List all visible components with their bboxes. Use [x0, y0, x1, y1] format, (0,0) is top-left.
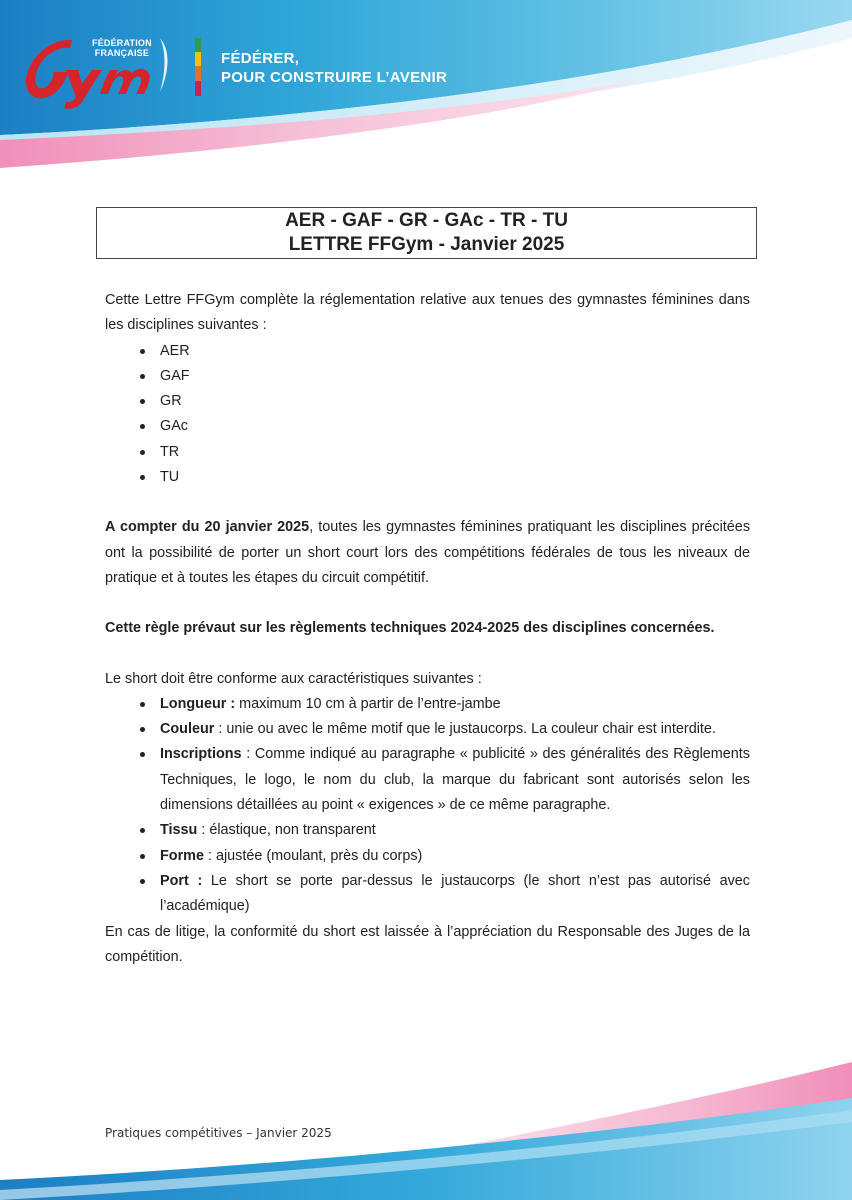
- rule-text: , toutes les gymnastes féminines pratiquant les disciplines précitées ont la possibilité de porter un short court lors des compétitions fédérales de tous les niveaux de pratique et à toutes les étapes du circuit compétitif.: [105, 519, 751, 586]
- spec-label: Longueur :: [160, 695, 236, 712]
- spec-label: Forme: [160, 847, 204, 864]
- tagline-line1: FÉDÉRER,: [221, 50, 300, 67]
- spec-text: Le short se porte par-dessus le justaucorps (le short n’est pas autorisé avec l’académique): [160, 872, 750, 915]
- list-item: TU: [160, 465, 750, 490]
- spec-item-fabric: [160, 818, 750, 843]
- logo-org-name: [92, 38, 152, 58]
- dispute-paragraph: En cas de litige, la conformité du short est laissée à l’appréciation du Responsable des Juges de la compétition.: [105, 923, 750, 965]
- spec-item-inscriptions: [160, 742, 750, 818]
- spec-text: : ajustée (moulant, près du corps): [203, 847, 423, 864]
- flag-bar-icon: [195, 38, 201, 96]
- disciplines-list: [105, 339, 750, 491]
- precedence-text: Cette règle prévaut sur les règlements techniques 2024-2025 des disciplines concernées.: [105, 620, 715, 637]
- spec-label: Couleur: [160, 721, 215, 738]
- intro-paragraph: Cette Lettre FFGym complète la réglementation relative aux tenues des gymnastes féminines dans les disciplines suivantes :: [105, 292, 750, 334]
- list-item: GR: [160, 389, 750, 414]
- spec-item-shape: [160, 844, 750, 869]
- spec-label: Tissu: [160, 822, 198, 839]
- list-item: GAc: [160, 414, 750, 439]
- specs-list: [105, 692, 750, 920]
- rule-date: A compter du 20 janvier 2025: [105, 519, 310, 536]
- conformity-intro: Le short doit être conforme aux caractéristiques suivantes :: [105, 670, 482, 687]
- footer-note: Pratiques compétitives – Janvier 2025: [105, 1126, 332, 1140]
- document-body: [105, 288, 750, 970]
- spec-text: : élastique, non transparent: [197, 822, 376, 839]
- spec-label: Port :: [160, 872, 203, 889]
- list-item: AER: [160, 339, 750, 364]
- title-line-2: LETTRE FFGym - Janvier 2025: [288, 234, 565, 255]
- precedence-paragraph: [105, 616, 750, 641]
- spec-text: maximum 10 cm à partir de l’entre-jambe: [235, 695, 501, 712]
- spec-text: : Comme indiqué au paragraphe « publicité » des généralités des Règlements Techniques, le logo, le nom du club, la marque du fabricant sont autorisés selon les dimensions détaillées au point « exigences » de ce même paragraphe.: [160, 746, 750, 814]
- document-title-box: [96, 207, 757, 259]
- spec-item-color: [160, 717, 750, 742]
- logo-org-line1: FÉDÉRATION: [92, 38, 152, 48]
- title-line-1: AER - GAF - GR - GAc - TR - TU: [285, 210, 568, 231]
- footer-banner: [0, 1040, 852, 1200]
- spec-text: : unie ou avec le même motif que le justaucorps. La couleur chair est interdite.: [214, 721, 716, 738]
- rule-paragraph: [105, 515, 750, 591]
- spec-item-wearing: [160, 869, 750, 920]
- list-item: TR: [160, 440, 750, 465]
- tagline: [221, 49, 447, 87]
- logo-org-line2: FRANÇAISE: [94, 48, 150, 58]
- list-item: GAF: [160, 364, 750, 389]
- spec-item-length: [160, 692, 750, 717]
- tagline-line2: POUR CONSTRUIRE L’AVENIR: [221, 69, 448, 86]
- spec-label: Inscriptions: [160, 746, 242, 763]
